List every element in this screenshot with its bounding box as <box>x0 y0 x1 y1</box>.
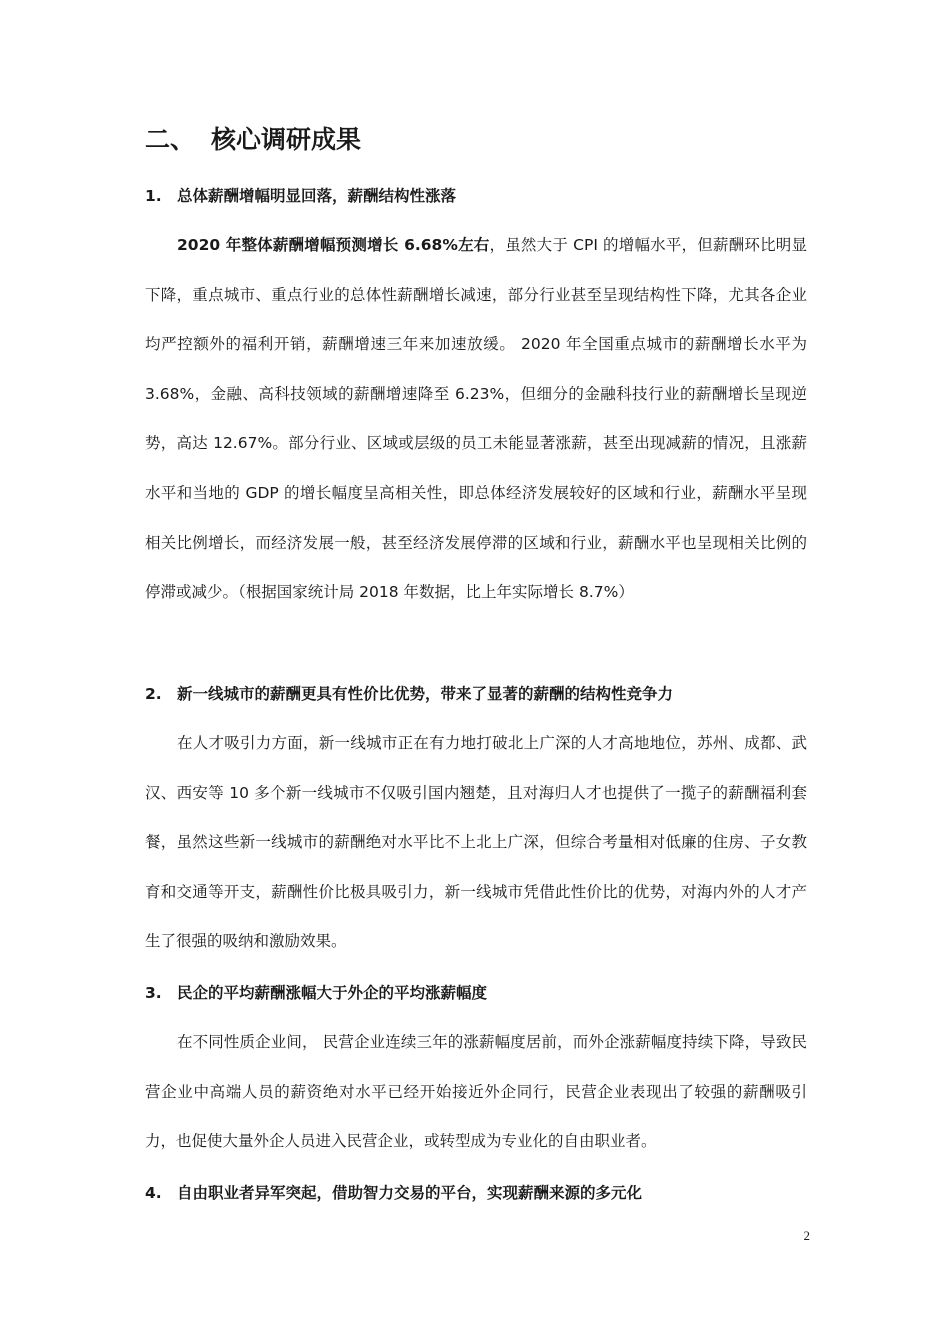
paragraph-text: ，虽然大于 CPI 的增幅水平，但薪酬环比明显下降，重点城市、重点行业的总体性薪酬增长减速，部分行业甚至呈现结构性下降，尤其各企业均严控额外的福利开销，薪酬增速三年来加速放缓。 2020 年全国重点城市的薪酬增长水平为 3.68%，金融、高科技领域的薪酬增速降至 6.23%，但细分的金融科技行业的薪酬增长呈现逆势，高达 12.67%。部分行业、区域或层级的员工未能显著涨薪，甚至出现减薪的情况，且涨薪水平和当地的 GDP 的增长幅度呈高相关性，即总体经济发展较好的区域和行业，薪酬水平呈现相关比例增长，而经济发展一般，甚至经济发展停滞的区域和行业，薪酬水平也呈现相关比例的停滞或减少。（根据国家统计局 2018 年数据，比上年实际增长 8.7%） <box>145 236 807 602</box>
section-heading <box>145 120 825 160</box>
subsection-title: 总体薪酬增幅明显回落，薪酬结构性涨落 <box>177 187 457 205</box>
section-heading-number: 二、 <box>145 125 196 154</box>
paragraph-text: 在不同性质企业间， 民营企业连续三年的涨薪幅度居前，而外企涨薪幅度持续下降，导致民营企业中高端人员的薪资绝对水平已经开始接近外企同行，民营企业表现出了较强的薪酬吸引力，也促使大量外企人员进入民营企业，或转型成为专业化的自由职业者。 <box>145 1033 807 1151</box>
section-heading-title: 核心调研成果 <box>211 125 362 154</box>
subsection-number: 3. <box>145 984 162 1002</box>
subsection-title: 新一线城市的薪酬更具有性价比优势，带来了显著的薪酬的结构性竞争力 <box>177 685 674 703</box>
subsection-3-paragraph <box>145 1018 807 1167</box>
subsection-3-heading <box>145 980 825 1006</box>
subsection-number: 4. <box>145 1184 162 1202</box>
subsection-title: 自由职业者异军突起，借助智力交易的平台，实现薪酬来源的多元化 <box>177 1184 643 1202</box>
paragraph-text: 在人才吸引力方面，新一线城市正在有力地打破北上广深的人才高地地位，苏州、成都、武汉、西安等 10 多个新一线城市不仅吸引国内翘楚，且对海归人才也提供了一揽子的薪酬福利套餐，虽然这些新一线城市的薪酬绝对水平比不上北上广深，但综合考量相对低廉的住房、子女教育和交通等开支，薪酬性价比极具吸引力，新一线城市凭借此性价比的优势，对海内外的人才产生了很强的吸纳和激励效果。 <box>145 734 807 951</box>
subsection-1-heading <box>145 183 825 209</box>
paragraph-lead-bold: 2020 年整体薪酬增幅预测增长 6.68%左右 <box>177 236 490 254</box>
subsection-number: 2. <box>145 685 162 703</box>
subsection-2-heading <box>145 681 825 707</box>
subsection-1-paragraph <box>145 221 807 618</box>
subsection-number: 1. <box>145 187 162 205</box>
subsection-title: 民企的平均薪酬涨幅大于外企的平均涨薪幅度 <box>177 984 488 1002</box>
subsection-2-paragraph <box>145 719 807 967</box>
page-number: 2 <box>803 1228 810 1243</box>
subsection-4-heading <box>145 1180 825 1206</box>
